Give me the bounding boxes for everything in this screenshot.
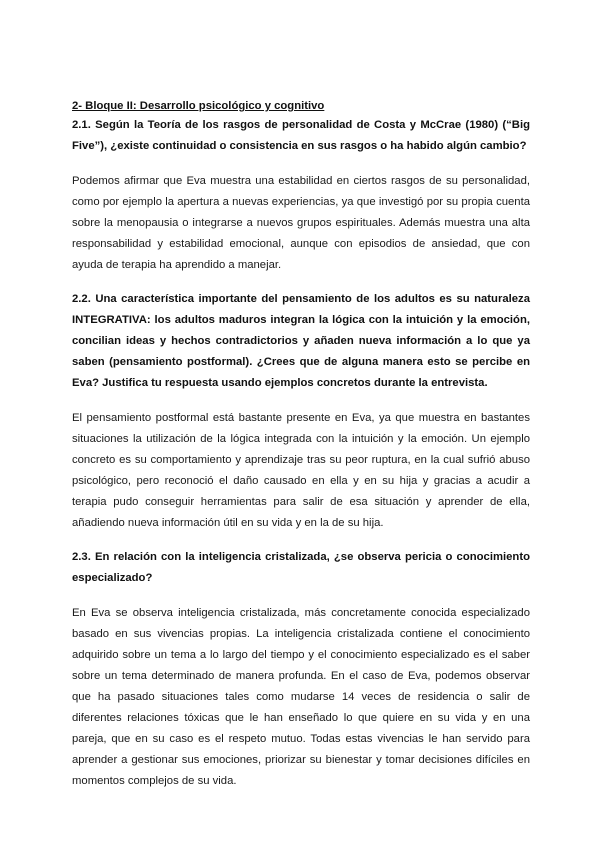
question-2-2: 2.2. Una característica importante del pensamiento de los adultos es su naturaleza INTEGRATIVA: los adultos maduros integran la lógica con la intuición y la emoción, concilian ideas y hechos contradictorios y añaden nueva información a lo que ya saben (pensamiento postformal). ¿Crees que de alguna manera esto se percibe en Eva? Justifica tu respuesta usando ejemplos concretos durante la entrevista. (72, 293, 530, 389)
question-2-3: 2.3. En relación con la inteligencia cristalizada, ¿se observa pericia o conocimiento especializado? (72, 551, 530, 584)
section-title: 2- Bloque II: Desarrollo psicológico y cognitivo (72, 100, 325, 112)
answer-2-2: El pensamiento postformal está bastante presente en Eva, ya que muestra en bastantes situaciones la utilización de la lógica integrada con la intuición y la emoción. Un ejemplo concreto es su comportamiento y aprendizaje tras su peor ruptura, en la cual sufrió abuso psicológico, pero reconoció el daño causado en ella y en su hija y gracias a acudir a terapia pudo conseguir herramientas para salir de esa situación y aprender de ella, añadiendo nueva información útil en su vida y en la de su hija. (72, 412, 530, 529)
answer-2-3: En Eva se observa inteligencia cristalizada, más concretamente conocida especializado basado en sus vivencias propias. La inteligencia cristalizada contiene el conocimiento adquirido sobre un tema a lo largo del tiempo y el conocimiento especializado es el saber sobre un tema determinado de manera profunda. En el caso de Eva, podemos observar que ha pasado situaciones tales como mudarse 14 veces de residencia o salir de diferentes relaciones tóxicas que le han enseñado lo que quiere en su vida y en una pareja, que en su caso es el respeto mutuo. Todas estas vivencias le han servido para aprender a gestionar sus emociones, priorizar su bienestar y tomar decisiones difíciles en momentos complejos de su vida. (72, 607, 530, 787)
question-2-1: 2.1. Según la Teoría de los rasgos de personalidad de Costa y McCrae (1980) (“Big Five”), ¿existe continuidad o consistencia en sus rasgos o ha habido algún cambio? (72, 119, 530, 152)
answer-2-1: Podemos afirmar que Eva muestra una estabilidad en ciertos rasgos de su personalidad, como por ejemplo la apertura a nuevas experiencias, ya que investigó por su propia cuenta sobre la menopausia o integrarse a nuevos grupos espirituales. Además muestra una alta responsabilidad y estabilidad emocional, aunque con episodios de ansiedad, que con ayuda de terapia ha aprendido a manejar. (72, 175, 530, 271)
document-content (72, 98, 530, 792)
